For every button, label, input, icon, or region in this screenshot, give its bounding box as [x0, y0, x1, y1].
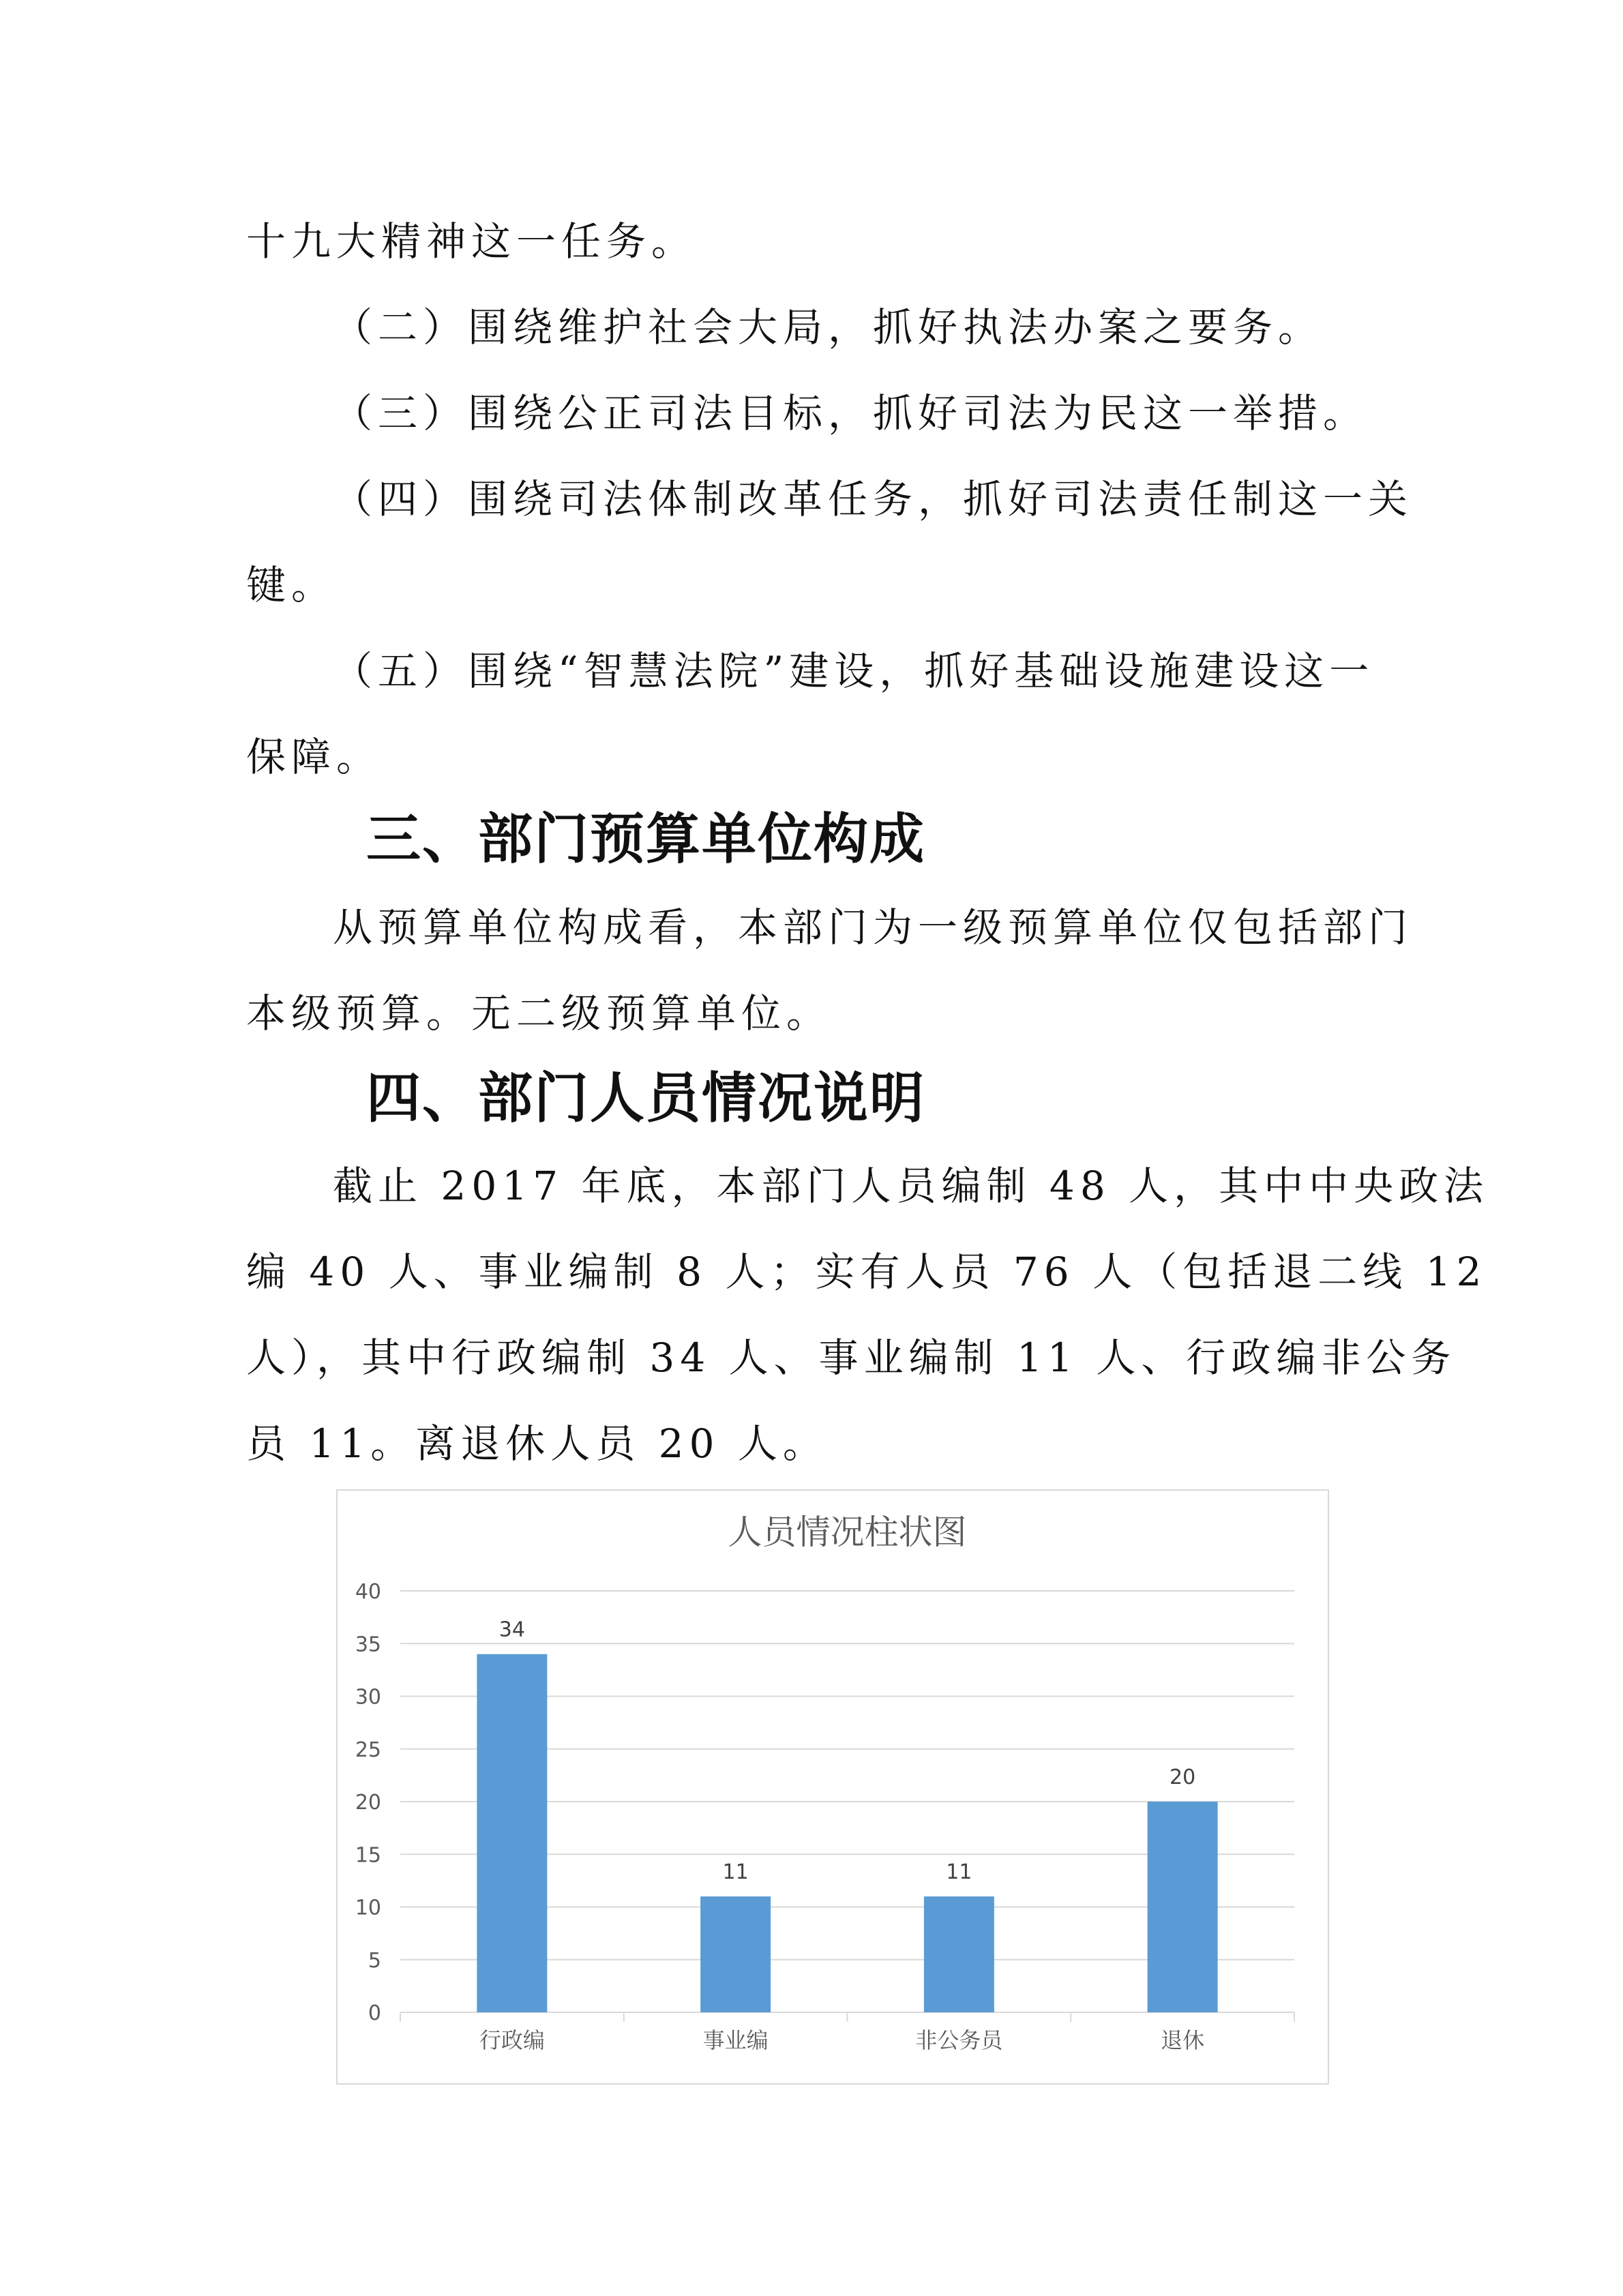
chart-title: 人员情况柱状图: [728, 1512, 967, 1552]
section-heading-staff: 四、部门人员情况说明: [366, 1067, 925, 1130]
y-tick-label: 40: [355, 1580, 381, 1604]
section4-paragraph-line-3: 人），其中行政编制 34 人、事业编制 11 人、行政编非公务: [246, 1335, 1457, 1381]
list-item-4-continued: 键。: [246, 562, 337, 608]
y-tick-label: 20: [355, 1791, 381, 1815]
bar: [477, 1654, 547, 2012]
x-tick-label: 退休: [1161, 2027, 1205, 2053]
y-tick-label: 10: [355, 1896, 381, 1920]
section3-paragraph-line-1: 从预算单位构成看，本部门为一级预算单位仅包括部门: [333, 904, 1414, 951]
list-item-4: （四）围绕司法体制改革任务，抓好司法责任制这一关: [333, 476, 1414, 522]
chart-canvas: [338, 1491, 1328, 2083]
data-label: 11: [722, 1860, 749, 1885]
data-label: 11: [946, 1860, 972, 1885]
bar: [924, 1896, 994, 2012]
data-label: 34: [498, 1617, 525, 1642]
y-tick-label: 30: [355, 1685, 381, 1710]
paragraph-line: 十九大精神这一任务。: [246, 218, 697, 265]
list-item-5: （五）围绕“智慧法院”建设，抓好基础设施建设这一: [333, 648, 1375, 694]
section4-paragraph-line-2: 编 40 人、事业编制 8 人；实有人员 76 人（包括退二线 12: [246, 1249, 1487, 1295]
y-tick-label: 35: [355, 1632, 381, 1657]
section-heading-budget-units: 三、部门预算单位构成: [366, 807, 925, 871]
y-tick-label: 5: [368, 1948, 381, 1973]
bar: [1148, 1802, 1218, 2012]
chart-bars: [477, 1654, 1217, 2012]
section4-paragraph-line-1: 截止 2017 年底，本部门人员编制 48 人，其中中央政法: [333, 1163, 1489, 1209]
list-item-3: （三）围绕公正司法目标，抓好司法为民这一举措。: [333, 390, 1369, 436]
y-tick-label: 25: [355, 1738, 381, 1762]
x-tick-label: 非公务员: [915, 2027, 1003, 2053]
data-label: 20: [1170, 1765, 1196, 1789]
list-item-5-continued: 保障。: [246, 734, 382, 780]
section4-paragraph-line-4: 员 11。离退休人员 20 人。: [246, 1420, 828, 1467]
bar: [700, 1896, 771, 2012]
section3-paragraph-line-2: 本级预算。无二级预算单位。: [246, 990, 832, 1037]
x-tick-label: 行政编: [479, 2027, 545, 2053]
y-tick-label: 0: [368, 2001, 381, 2025]
x-tick-label: 事业编: [702, 2027, 769, 2053]
list-item-2: （二）围绕维护社会大局，抓好执法办案之要务。: [333, 304, 1324, 351]
staff-bar-chart: [336, 1489, 1329, 2085]
y-tick-label: 15: [355, 1843, 381, 1868]
